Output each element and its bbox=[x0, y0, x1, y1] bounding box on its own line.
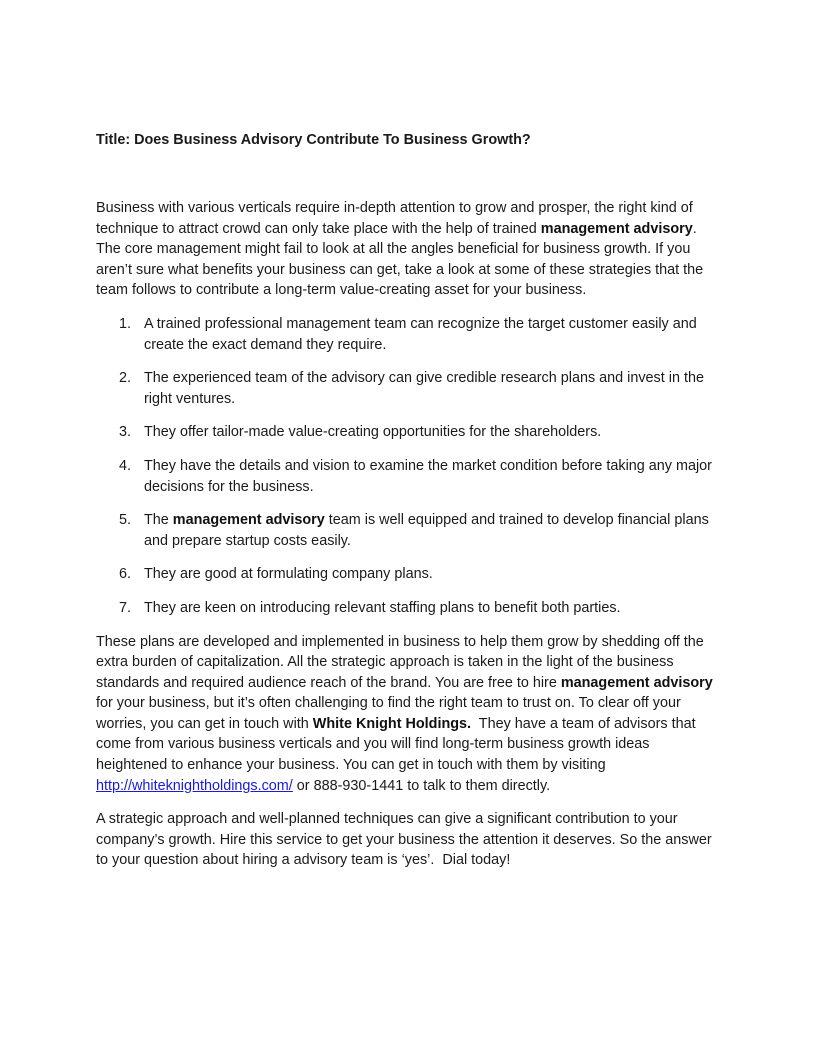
list-number: 6. bbox=[119, 566, 132, 583]
list-item-text: They are good at formulating company plans. bbox=[144, 566, 433, 583]
list-item bbox=[96, 598, 722, 619]
list-number: 4. bbox=[119, 457, 132, 474]
list-item-text: They offer tailor-made value-creating opportunities for the shareholders. bbox=[144, 424, 602, 441]
list-item-text-2: team is well equipped and trained to develop financial plans and prepare startup costs easily. bbox=[144, 512, 709, 549]
intro-bold: management advisory bbox=[540, 220, 693, 237]
list-item bbox=[96, 510, 722, 551]
plans-paragraph bbox=[96, 632, 722, 797]
list-item bbox=[96, 564, 722, 585]
plans-text-2: for your business, but it’s often challenging to find the right team to trust on. To clear off your worries, you can get in touch with bbox=[96, 695, 681, 732]
list-number: 5. bbox=[119, 512, 132, 529]
list-number: 7. bbox=[119, 599, 132, 616]
plans-text-1: These plans are developed and implemented in business to help them grow by shedding off the extra burden of capitalization. All the strategic approach is taken in the light of the business standards and required audience reach of the brand. You are free to hire bbox=[96, 633, 704, 691]
list-number: 2. bbox=[119, 370, 132, 387]
closing-paragraph: A strategic approach and well-planned techniques can give a significant contribution to your company’s growth. Hire this service to get your business the attention it deserves. So the answer to your question about hiring a advisory team is ‘yes’. Dial today! bbox=[96, 811, 716, 869]
list-item-text-1: The bbox=[144, 512, 173, 529]
list-item-text: The experienced team of the advisory can give credible research plans and invest in the right ventures. bbox=[144, 370, 704, 407]
list-item bbox=[96, 456, 722, 497]
list-item-text: They are keen on introducing relevant staffing plans to benefit both parties. bbox=[144, 599, 621, 616]
list-item bbox=[96, 368, 722, 409]
list-item bbox=[96, 314, 722, 355]
strategy-list bbox=[96, 314, 722, 619]
intro-text-2: . The core management might fail to look at all the angles beneficial for business growth. If you aren’t sure what benefits your business can get, take a look at some of these strategies that the team follows to contribute a long-term value-creating asset for your business. bbox=[96, 220, 704, 299]
document-body bbox=[96, 198, 722, 884]
website-link[interactable]: http://whiteknightholdings.com/ bbox=[96, 777, 293, 794]
list-number: 3. bbox=[119, 424, 132, 441]
plans-bold-1: management advisory bbox=[560, 674, 713, 691]
intro-paragraph bbox=[96, 198, 722, 301]
list-item-bold: management advisory bbox=[172, 512, 325, 529]
plans-text-4: or 888-930-1441 to talk to them directly. bbox=[292, 777, 551, 794]
list-item-text: They have the details and vision to examine the market condition before taking any major decisions for the business. bbox=[144, 457, 712, 495]
plans-text-3: They have a team of advisors that come from various business verticals and you will find long-term business growth ideas heightened to enhance your business. You can get in touch with them by visiting bbox=[96, 715, 700, 774]
company-name: White Knight Holdings. bbox=[312, 715, 472, 732]
document-title: Title: Does Business Advisory Contribute To Business Growth? bbox=[96, 132, 531, 148]
list-item-text: A trained professional management team can recognize the target customer easily and create the exact demand they require. bbox=[144, 315, 697, 353]
intro-text-1: Business with various verticals require in-depth attention to grow and prosper, the right kind of technique to attract crowd can only take place with the help of trained bbox=[96, 200, 693, 237]
list-item bbox=[96, 422, 722, 443]
list-number: 1. bbox=[119, 315, 132, 332]
